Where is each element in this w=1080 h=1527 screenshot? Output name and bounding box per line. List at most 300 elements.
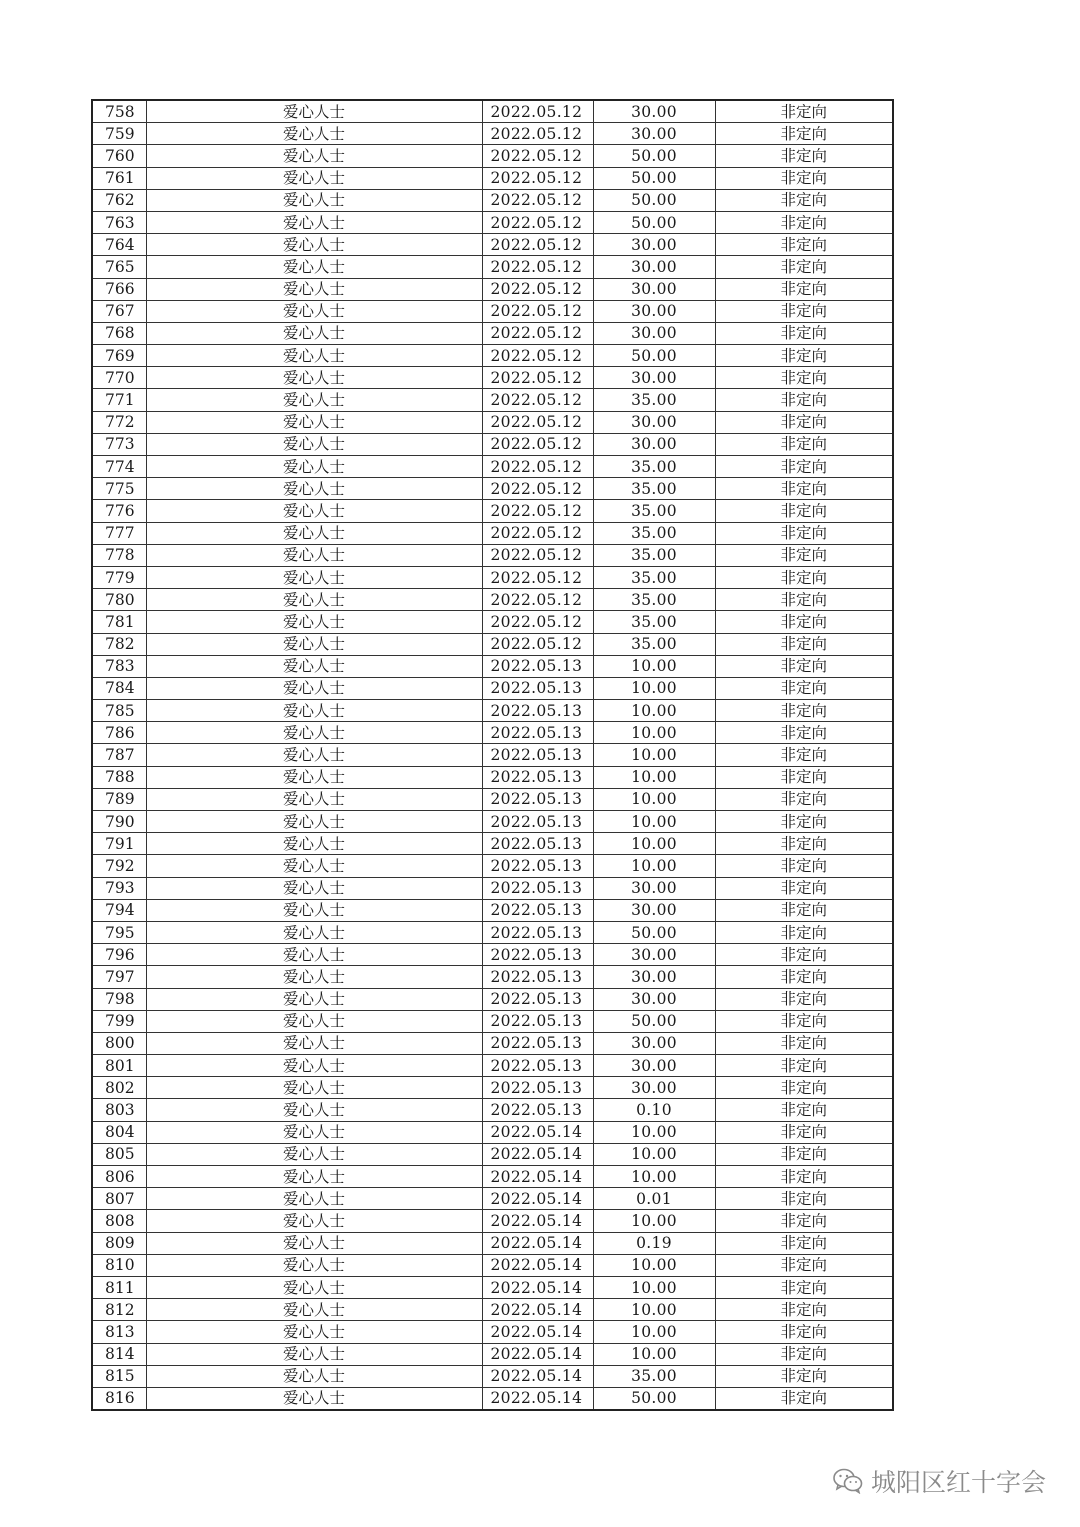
table-row (92, 633, 893, 655)
table-row (92, 345, 893, 367)
row-number: 759 (92, 123, 146, 145)
donation-date: 2022.05.13 (482, 766, 593, 788)
donor-name: 爱心人士 (146, 167, 482, 189)
donor-name: 爱心人士 (146, 145, 482, 167)
row-number: 771 (92, 389, 146, 411)
donation-date: 2022.05.14 (482, 1143, 593, 1165)
donation-type: 非定向 (715, 988, 893, 1010)
donation-type: 非定向 (715, 1188, 893, 1210)
row-number: 770 (92, 367, 146, 389)
table-row (92, 1166, 893, 1188)
row-number: 796 (92, 944, 146, 966)
donor-name: 爱心人士 (146, 855, 482, 877)
donation-type: 非定向 (715, 1343, 893, 1365)
row-number: 765 (92, 256, 146, 278)
table-row (92, 722, 893, 744)
donation-date: 2022.05.14 (482, 1121, 593, 1143)
donor-name: 爱心人士 (146, 722, 482, 744)
donor-name: 爱心人士 (146, 322, 482, 344)
donation-amount: 35.00 (593, 478, 715, 500)
table-row (92, 522, 893, 544)
donor-name: 爱心人士 (146, 611, 482, 633)
donor-name: 爱心人士 (146, 811, 482, 833)
row-number: 762 (92, 189, 146, 211)
donation-type: 非定向 (715, 1276, 893, 1298)
donation-amount: 30.00 (593, 433, 715, 455)
donation-amount: 35.00 (593, 1365, 715, 1387)
donation-amount: 10.00 (593, 1276, 715, 1298)
table-row (92, 855, 893, 877)
row-number: 767 (92, 300, 146, 322)
donation-type: 非定向 (715, 766, 893, 788)
donor-name: 爱心人士 (146, 633, 482, 655)
donation-date: 2022.05.12 (482, 522, 593, 544)
donation-date: 2022.05.13 (482, 877, 593, 899)
donor-name: 爱心人士 (146, 100, 482, 123)
donor-name: 爱心人士 (146, 766, 482, 788)
donation-amount: 30.00 (593, 322, 715, 344)
donation-type: 非定向 (715, 855, 893, 877)
donation-date: 2022.05.13 (482, 1010, 593, 1032)
row-number: 811 (92, 1276, 146, 1298)
table-row (92, 877, 893, 899)
donation-date: 2022.05.13 (482, 1055, 593, 1077)
donation-amount: 30.00 (593, 899, 715, 921)
row-number: 785 (92, 700, 146, 722)
donation-type: 非定向 (715, 899, 893, 921)
donation-date: 2022.05.12 (482, 256, 593, 278)
row-number: 805 (92, 1143, 146, 1165)
donation-type: 非定向 (715, 1010, 893, 1032)
donation-date: 2022.05.14 (482, 1387, 593, 1410)
donation-amount: 35.00 (593, 500, 715, 522)
donation-type: 非定向 (715, 100, 893, 123)
donation-amount: 50.00 (593, 211, 715, 233)
donation-date: 2022.05.14 (482, 1321, 593, 1343)
row-number: 806 (92, 1166, 146, 1188)
row-number: 761 (92, 167, 146, 189)
donation-amount: 35.00 (593, 522, 715, 544)
donor-name: 爱心人士 (146, 1143, 482, 1165)
donation-type: 非定向 (715, 677, 893, 699)
row-number: 802 (92, 1077, 146, 1099)
donation-amount: 30.00 (593, 278, 715, 300)
donation-amount: 30.00 (593, 411, 715, 433)
donation-type: 非定向 (715, 1299, 893, 1321)
donor-name: 爱心人士 (146, 1276, 482, 1298)
donation-date: 2022.05.13 (482, 833, 593, 855)
donor-name: 爱心人士 (146, 278, 482, 300)
donation-type: 非定向 (715, 189, 893, 211)
donor-name: 爱心人士 (146, 256, 482, 278)
donor-name: 爱心人士 (146, 899, 482, 921)
donation-amount: 10.00 (593, 1254, 715, 1276)
row-number: 789 (92, 788, 146, 810)
donation-date: 2022.05.12 (482, 633, 593, 655)
donation-date: 2022.05.14 (482, 1166, 593, 1188)
row-number: 758 (92, 100, 146, 123)
donor-name: 爱心人士 (146, 1321, 482, 1343)
donor-name: 爱心人士 (146, 1210, 482, 1232)
table-row (92, 1077, 893, 1099)
table-row (92, 123, 893, 145)
table-row (92, 1276, 893, 1298)
table-row (92, 234, 893, 256)
donation-date: 2022.05.12 (482, 500, 593, 522)
donation-type: 非定向 (715, 167, 893, 189)
donation-type: 非定向 (715, 722, 893, 744)
donation-amount: 50.00 (593, 145, 715, 167)
donation-date: 2022.05.12 (482, 611, 593, 633)
row-number: 813 (92, 1321, 146, 1343)
donation-amount: 35.00 (593, 389, 715, 411)
donation-date: 2022.05.12 (482, 300, 593, 322)
donation-type: 非定向 (715, 1055, 893, 1077)
table-row (92, 700, 893, 722)
row-number: 792 (92, 855, 146, 877)
donation-date: 2022.05.12 (482, 589, 593, 611)
donation-date: 2022.05.13 (482, 722, 593, 744)
table-row (92, 899, 893, 921)
table-row (92, 1032, 893, 1054)
donation-type: 非定向 (715, 1321, 893, 1343)
donation-type: 非定向 (715, 389, 893, 411)
row-number: 788 (92, 766, 146, 788)
table-row (92, 478, 893, 500)
donor-name: 爱心人士 (146, 1365, 482, 1387)
row-number: 814 (92, 1343, 146, 1365)
watermark-text: 城阳区红十字会 (870, 1468, 1046, 1497)
table-row (92, 433, 893, 455)
donor-name: 爱心人士 (146, 589, 482, 611)
donation-amount: 35.00 (593, 611, 715, 633)
donation-date: 2022.05.12 (482, 211, 593, 233)
donation-date: 2022.05.12 (482, 100, 593, 123)
donation-amount: 35.00 (593, 566, 715, 588)
donation-amount: 30.00 (593, 300, 715, 322)
donation-type: 非定向 (715, 788, 893, 810)
table-row (92, 544, 893, 566)
donation-amount: 35.00 (593, 456, 715, 478)
table-row (92, 921, 893, 943)
donation-date: 2022.05.14 (482, 1276, 593, 1298)
donation-date: 2022.05.12 (482, 167, 593, 189)
donation-amount: 35.00 (593, 589, 715, 611)
donation-amount: 10.00 (593, 700, 715, 722)
table-row (92, 566, 893, 588)
row-number: 795 (92, 921, 146, 943)
row-number: 801 (92, 1055, 146, 1077)
row-number: 783 (92, 655, 146, 677)
table-row (92, 1121, 893, 1143)
donation-date: 2022.05.12 (482, 189, 593, 211)
donation-amount: 35.00 (593, 633, 715, 655)
donation-amount: 10.00 (593, 855, 715, 877)
donation-amount: 10.00 (593, 677, 715, 699)
donation-amount: 10.00 (593, 722, 715, 744)
donation-type: 非定向 (715, 1166, 893, 1188)
row-number: 800 (92, 1032, 146, 1054)
table-row (92, 1254, 893, 1276)
donation-amount: 50.00 (593, 189, 715, 211)
donor-name: 爱心人士 (146, 1032, 482, 1054)
row-number: 769 (92, 345, 146, 367)
donation-amount: 30.00 (593, 1055, 715, 1077)
donor-name: 爱心人士 (146, 345, 482, 367)
donor-name: 爱心人士 (146, 123, 482, 145)
donor-name: 爱心人士 (146, 833, 482, 855)
table-row (92, 833, 893, 855)
table-row (92, 300, 893, 322)
table-row (92, 456, 893, 478)
donation-date: 2022.05.13 (482, 1077, 593, 1099)
donation-amount: 10.00 (593, 1143, 715, 1165)
donation-date: 2022.05.12 (482, 145, 593, 167)
row-number: 773 (92, 433, 146, 455)
row-number: 793 (92, 877, 146, 899)
table-row (92, 1055, 893, 1077)
donor-name: 爱心人士 (146, 700, 482, 722)
row-number: 790 (92, 811, 146, 833)
row-number: 804 (92, 1121, 146, 1143)
donation-date: 2022.05.13 (482, 1099, 593, 1121)
donation-table-body (92, 100, 893, 1410)
donation-amount: 30.00 (593, 100, 715, 123)
donation-type: 非定向 (715, 1077, 893, 1099)
donation-type: 非定向 (715, 700, 893, 722)
table-row (92, 1099, 893, 1121)
table-row (92, 1232, 893, 1254)
donation-amount: 10.00 (593, 1121, 715, 1143)
donor-name: 爱心人士 (146, 655, 482, 677)
donation-type: 非定向 (715, 811, 893, 833)
donation-amount: 10.00 (593, 1166, 715, 1188)
donor-name: 爱心人士 (146, 544, 482, 566)
donation-date: 2022.05.13 (482, 966, 593, 988)
row-number: 794 (92, 899, 146, 921)
row-number: 798 (92, 988, 146, 1010)
donation-amount: 10.00 (593, 788, 715, 810)
table-row (92, 655, 893, 677)
donor-name: 爱心人士 (146, 1121, 482, 1143)
donation-type: 非定向 (715, 367, 893, 389)
donor-name: 爱心人士 (146, 966, 482, 988)
donation-type: 非定向 (715, 1032, 893, 1054)
donor-name: 爱心人士 (146, 1055, 482, 1077)
donation-amount: 10.00 (593, 655, 715, 677)
row-number: 776 (92, 500, 146, 522)
table-row (92, 411, 893, 433)
donation-date: 2022.05.13 (482, 921, 593, 943)
donation-type: 非定向 (715, 877, 893, 899)
donation-type: 非定向 (715, 1121, 893, 1143)
donor-name: 爱心人士 (146, 1299, 482, 1321)
row-number: 782 (92, 633, 146, 655)
donation-date: 2022.05.12 (482, 389, 593, 411)
donation-date: 2022.05.12 (482, 367, 593, 389)
donor-name: 爱心人士 (146, 1077, 482, 1099)
donation-date: 2022.05.12 (482, 411, 593, 433)
donation-date: 2022.05.13 (482, 988, 593, 1010)
donor-name: 爱心人士 (146, 1099, 482, 1121)
donor-name: 爱心人士 (146, 411, 482, 433)
table-row (92, 278, 893, 300)
donor-name: 爱心人士 (146, 1343, 482, 1365)
donation-amount: 0.10 (593, 1099, 715, 1121)
table-row (92, 1321, 893, 1343)
donation-date: 2022.05.13 (482, 899, 593, 921)
donation-date: 2022.05.12 (482, 478, 593, 500)
table-row (92, 1299, 893, 1321)
row-number: 777 (92, 522, 146, 544)
donation-amount: 30.00 (593, 877, 715, 899)
donation-amount: 10.00 (593, 833, 715, 855)
donor-name: 爱心人士 (146, 367, 482, 389)
row-number: 809 (92, 1232, 146, 1254)
donation-date: 2022.05.12 (482, 123, 593, 145)
donor-name: 爱心人士 (146, 300, 482, 322)
table-row (92, 589, 893, 611)
donation-date: 2022.05.12 (482, 234, 593, 256)
donation-type: 非定向 (715, 1099, 893, 1121)
donor-name: 爱心人士 (146, 1188, 482, 1210)
donation-type: 非定向 (715, 1387, 893, 1410)
donation-type: 非定向 (715, 544, 893, 566)
row-number: 803 (92, 1099, 146, 1121)
table-row (92, 944, 893, 966)
donation-amount: 10.00 (593, 1210, 715, 1232)
row-number: 810 (92, 1254, 146, 1276)
donation-type: 非定向 (715, 1365, 893, 1387)
donation-date: 2022.05.13 (482, 700, 593, 722)
row-number: 779 (92, 566, 146, 588)
donation-amount: 30.00 (593, 256, 715, 278)
donor-name: 爱心人士 (146, 744, 482, 766)
donor-name: 爱心人士 (146, 433, 482, 455)
row-number: 807 (92, 1188, 146, 1210)
donation-type: 非定向 (715, 1254, 893, 1276)
row-number: 816 (92, 1387, 146, 1410)
donor-name: 爱心人士 (146, 211, 482, 233)
donation-table (91, 99, 894, 1411)
row-number: 774 (92, 456, 146, 478)
donation-type: 非定向 (715, 589, 893, 611)
donation-amount: 10.00 (593, 811, 715, 833)
donation-type: 非定向 (715, 256, 893, 278)
donation-date: 2022.05.12 (482, 544, 593, 566)
donation-amount: 50.00 (593, 1010, 715, 1032)
donation-date: 2022.05.14 (482, 1232, 593, 1254)
donation-amount: 35.00 (593, 544, 715, 566)
donation-type: 非定向 (715, 456, 893, 478)
donor-name: 爱心人士 (146, 1254, 482, 1276)
row-number: 781 (92, 611, 146, 633)
donation-date: 2022.05.12 (482, 322, 593, 344)
donor-name: 爱心人士 (146, 1010, 482, 1032)
table-row (92, 167, 893, 189)
row-number: 778 (92, 544, 146, 566)
donation-type: 非定向 (715, 411, 893, 433)
donation-date: 2022.05.13 (482, 855, 593, 877)
donor-name: 爱心人士 (146, 456, 482, 478)
table-row (92, 211, 893, 233)
donation-type: 非定向 (715, 345, 893, 367)
row-number: 786 (92, 722, 146, 744)
donation-type: 非定向 (715, 944, 893, 966)
donation-type: 非定向 (715, 966, 893, 988)
donation-type: 非定向 (715, 921, 893, 943)
donor-name: 爱心人士 (146, 921, 482, 943)
donation-date: 2022.05.13 (482, 788, 593, 810)
donation-type: 非定向 (715, 833, 893, 855)
donation-date: 2022.05.14 (482, 1210, 593, 1232)
table-row (92, 1143, 893, 1165)
row-number: 799 (92, 1010, 146, 1032)
table-row (92, 811, 893, 833)
row-number: 763 (92, 211, 146, 233)
row-number: 780 (92, 589, 146, 611)
table-row (92, 322, 893, 344)
donation-date: 2022.05.12 (482, 456, 593, 478)
row-number: 768 (92, 322, 146, 344)
donation-date: 2022.05.14 (482, 1365, 593, 1387)
donation-amount: 10.00 (593, 1343, 715, 1365)
donation-amount: 10.00 (593, 1321, 715, 1343)
table-row (92, 145, 893, 167)
donor-name: 爱心人士 (146, 478, 482, 500)
row-number: 815 (92, 1365, 146, 1387)
donation-date: 2022.05.14 (482, 1254, 593, 1276)
donor-name: 爱心人士 (146, 1166, 482, 1188)
table-row (92, 1387, 893, 1410)
donation-type: 非定向 (715, 611, 893, 633)
donation-type: 非定向 (715, 278, 893, 300)
donation-amount: 30.00 (593, 1032, 715, 1054)
table-row (92, 988, 893, 1010)
row-number: 772 (92, 411, 146, 433)
donation-type: 非定向 (715, 478, 893, 500)
donor-name: 爱心人士 (146, 1232, 482, 1254)
donor-name: 爱心人士 (146, 1387, 482, 1410)
donation-amount: 30.00 (593, 988, 715, 1010)
donation-type: 非定向 (715, 211, 893, 233)
donation-type: 非定向 (715, 522, 893, 544)
table-row (92, 788, 893, 810)
table-row (92, 367, 893, 389)
donor-name: 爱心人士 (146, 234, 482, 256)
row-number: 787 (92, 744, 146, 766)
donation-amount: 10.00 (593, 744, 715, 766)
donor-name: 爱心人士 (146, 389, 482, 411)
donor-name: 爱心人士 (146, 988, 482, 1010)
table-row (92, 1343, 893, 1365)
donation-date: 2022.05.12 (482, 433, 593, 455)
table-row (92, 744, 893, 766)
donation-type: 非定向 (715, 1210, 893, 1232)
donation-type: 非定向 (715, 1232, 893, 1254)
donation-amount: 30.00 (593, 123, 715, 145)
donation-amount: 50.00 (593, 921, 715, 943)
donor-name: 爱心人士 (146, 677, 482, 699)
row-number: 764 (92, 234, 146, 256)
donation-date: 2022.05.12 (482, 345, 593, 367)
table-row (92, 256, 893, 278)
donor-name: 爱心人士 (146, 788, 482, 810)
donor-name: 爱心人士 (146, 944, 482, 966)
table-row (92, 389, 893, 411)
donation-date: 2022.05.13 (482, 655, 593, 677)
table-row (92, 1365, 893, 1387)
